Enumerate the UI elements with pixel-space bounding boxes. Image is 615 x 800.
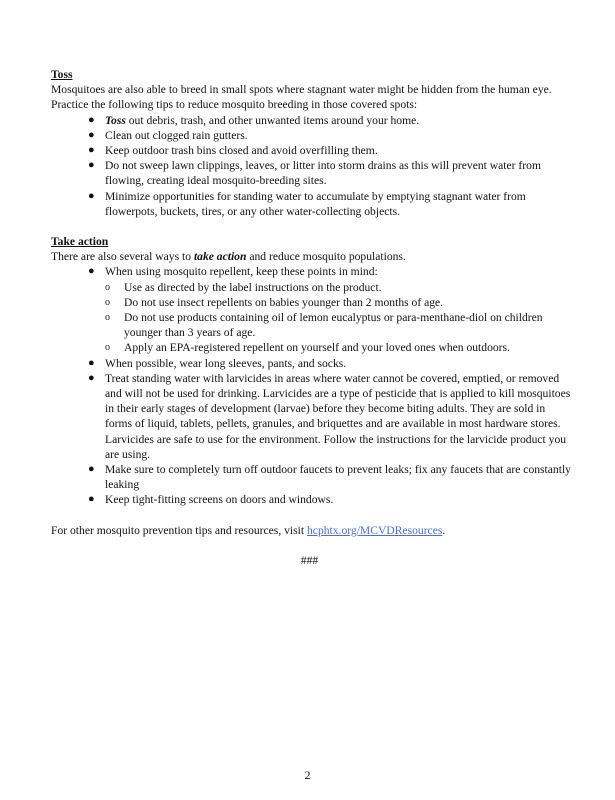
list-item	[88, 143, 571, 158]
list-item	[88, 158, 571, 188]
sub-list-item-text: Use as directed by the label instructions on the product.	[124, 280, 382, 294]
toss-intro: Mosquitoes are also able to breed in small spots where stagnant water might be hidden from the human eye. Practice the following tips to reduce mosquito breeding in those covered spots:	[51, 83, 552, 112]
resources-link[interactable]: hcphtx.org/MCVDResources	[307, 523, 443, 537]
bullet-icon: ●	[88, 493, 95, 506]
bullet-icon: ●	[88, 463, 95, 476]
toss-heading: Toss	[51, 68, 73, 81]
bullet-icon: ●	[88, 113, 95, 126]
bullet-icon: ●	[88, 371, 95, 384]
toss-list	[51, 113, 571, 219]
take-action-list	[51, 264, 571, 507]
list-item-text: Keep tight-fitting screens on doors and windows.	[105, 493, 334, 507]
bullet-icon: ●	[88, 144, 95, 157]
sub-list-item	[105, 340, 571, 355]
sub-list-item-text: Do not use insect repellents on babies younger than 2 months of age.	[124, 295, 444, 309]
list-item	[88, 128, 571, 143]
list-item-text: When using mosquito repellent, keep these points in mind:	[105, 265, 378, 279]
list-item	[88, 113, 571, 128]
circle-bullet-icon: o	[105, 281, 110, 293]
bullet-icon: ●	[88, 356, 95, 369]
list-item-text: Treat standing water with larvicides in areas where water cannot be covered, emptied, or removed and will not be used for drinking. Larvicides are a type of pesticide that is applied to kill mosquitoes in their early stages of development (larvae) before they become biting adults. They are sold in forms of liquid, tablets, pellets, granules, and briquettes and are available in most hardware stores. Larvicides are safe to use for the environment. Follow the instructions for the larvicide product you are using.	[105, 371, 571, 461]
list-item	[88, 492, 571, 507]
document-body	[51, 67, 571, 568]
intro-emphasis: take action	[193, 250, 247, 264]
list-item	[88, 462, 571, 492]
repellent-sublist	[105, 280, 571, 356]
list-item-text: Do not sweep lawn clippings, leaves, or litter into storm drains as this will prevent water from flowing, creating ideal mosquito-breeding sites.	[105, 159, 541, 188]
bullet-icon: ●	[88, 189, 95, 202]
list-item	[88, 189, 571, 219]
circle-bullet-icon: o	[105, 342, 110, 354]
list-item-text: out debris, trash, and other unwanted items around your home.	[125, 113, 420, 127]
take-action-heading: Take action	[51, 235, 109, 249]
intro-text-before: There are also several ways to	[51, 250, 194, 264]
take-action-intro	[51, 249, 571, 264]
intro-text-after: and reduce mosquito populations.	[246, 250, 406, 264]
circle-bullet-icon: o	[105, 312, 110, 324]
list-item-text: Minimize opportunities for standing water to accumulate by emptying stagnant water from flowerpots, buckets, tires, or any other water-collecting objects.	[105, 189, 526, 218]
sub-list-item-text: Do not use products containing oil of lemon eucalyptus or para-menthane-diol on children younger than 3 years of age.	[124, 311, 543, 340]
resources-period: .	[442, 523, 446, 537]
list-item	[88, 371, 571, 462]
section-spacer	[51, 508, 571, 523]
list-item-text: Keep outdoor trash bins closed and avoid overfilling them.	[105, 144, 378, 158]
sub-list-item	[105, 295, 571, 310]
section-spacer	[51, 219, 571, 234]
bullet-icon: ●	[88, 159, 95, 172]
page-number: 2	[304, 769, 311, 782]
list-item-text: When possible, wear long sleeves, pants, and socks.	[105, 356, 347, 370]
sub-list-item-text: Apply an EPA-registered repellent on yourself and your loved ones when outdoors.	[124, 341, 510, 355]
list-item	[88, 356, 571, 371]
list-item-text: Make sure to completely turn off outdoor faucets to prevent leaks; fix any faucets that are constantly leaking	[105, 463, 571, 492]
bullet-icon: ●	[88, 128, 95, 141]
toss-lead: Toss	[105, 113, 126, 127]
end-mark: ###	[300, 553, 319, 567]
list-item-text: Clean out clogged rain gutters.	[105, 128, 248, 142]
resources-text: For other mosquito prevention tips and resources, visit	[51, 523, 307, 537]
sub-list-item	[105, 310, 571, 340]
bullet-icon: ●	[88, 265, 95, 278]
sub-list-item	[105, 280, 571, 295]
list-item	[88, 264, 571, 355]
resources-line	[51, 523, 571, 538]
circle-bullet-icon: o	[105, 296, 110, 308]
